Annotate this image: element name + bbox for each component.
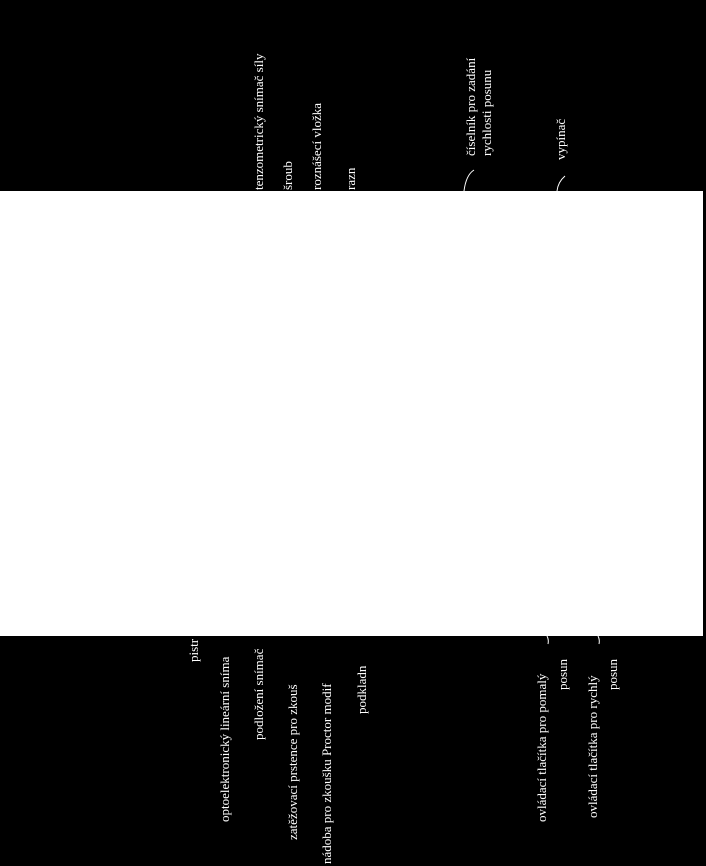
label-podkladni: podkladn [354,665,369,714]
device-photo [0,191,703,636]
label-nadoba-proctor: nádoba pro zkoušku Proctor modif [319,683,334,864]
leader-vypinac [557,176,565,191]
label-razn: razn [343,167,358,190]
leader-ciselnik [464,170,474,191]
label-zatezovaci-prstence: zatěžovací prstence pro zkouš [285,684,300,840]
label-optoelektronicky: optoelektronický lineární sníma [217,656,232,822]
label-rychly-line2: posun [605,658,620,690]
label-sroub: šroub [280,161,295,190]
label-ciselnik-line2: rychlosti posunu [479,69,494,156]
label-roznasecivlozka: roznášecí vložka [309,103,324,190]
leader-pomaly [547,636,548,644]
label-tenzometricky-snimac: tenzometrický snímač síly [251,53,266,190]
label-rychly-line1: ovládací tlačítka pro rychlý [585,675,600,818]
label-pomaly-line1: ovládací tlačítka pro pomalý [534,673,549,822]
leader-rychly [598,636,599,644]
label-vypinac: vypínač [553,118,568,160]
label-pistr: pistr [186,638,201,662]
label-pomaly-line2: posun [555,658,570,690]
label-podlozeni-snimace: podložení snímač [251,648,266,740]
label-ciselnik-line1: číselník pro zadání [463,57,478,156]
